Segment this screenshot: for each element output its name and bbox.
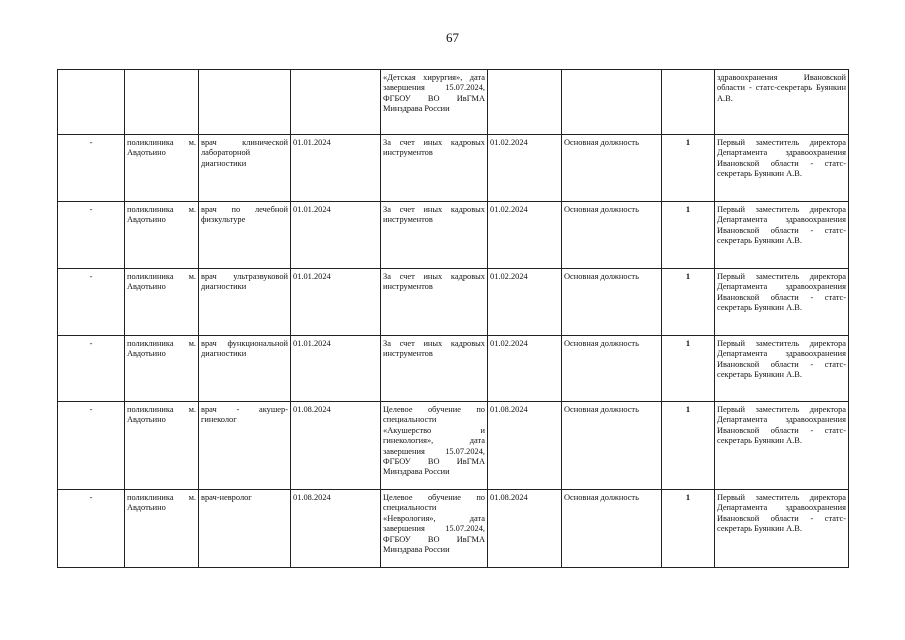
clinic-name-cell — [125, 70, 199, 135]
start-date-cell: 01.08.2024 — [291, 490, 381, 568]
employment-type-cell: Основная должность — [562, 202, 662, 269]
start-date-cell: 01.01.2024 — [291, 269, 381, 336]
headcount-cell: 1 — [662, 402, 715, 490]
clinic-name-cell: поликлиника м. Авдотьино — [125, 490, 199, 568]
position-title-cell: врач-невролог — [199, 490, 291, 568]
row-marker-cell: - — [58, 135, 125, 202]
clinic-name-cell: поликлиника м. Авдотьино — [125, 202, 199, 269]
responsible-person-cell: Первый заместитель директора Департамента здравоохранения Ивановской области - статс-секретарь Буянкин А.В. — [715, 402, 849, 490]
responsible-person-cell: Первый заместитель директора Департамента здравоохранения Ивановской области - статс-секретарь Буянкин А.В. — [715, 202, 849, 269]
table-row — [58, 402, 849, 490]
fill-date-cell: 01.02.2024 — [488, 202, 562, 269]
start-date-cell: 01.01.2024 — [291, 135, 381, 202]
start-date-cell — [291, 70, 381, 135]
position-title-cell: врач функциональной диагностики — [199, 336, 291, 402]
employment-type-cell — [562, 70, 662, 135]
position-title-cell: врач ультразвуковой диагностики — [199, 269, 291, 336]
row-marker-cell: - — [58, 202, 125, 269]
start-date-cell: 01.01.2024 — [291, 202, 381, 269]
responsible-person-cell: Первый заместитель директора Департамента здравоохранения Ивановской области - статс-секретарь Буянкин А.В. — [715, 490, 849, 568]
clinic-name-cell: поликлиника м. Авдотьино — [125, 269, 199, 336]
staffing-table — [57, 69, 849, 568]
responsible-person-cell: Первый заместитель директора Департамента здравоохранения Ивановской области - статс-секретарь Буянкин А.В. — [715, 269, 849, 336]
fill-date-cell — [488, 70, 562, 135]
row-marker-cell — [58, 70, 125, 135]
headcount-cell: 1 — [662, 202, 715, 269]
fill-date-cell: 01.02.2024 — [488, 135, 562, 202]
table-row — [58, 490, 849, 568]
clinic-name-cell: поликлиника м. Авдотьино — [125, 135, 199, 202]
responsible-person-cell: Первый заместитель директора Департамента здравоохранения Ивановской области - статс-секретарь Буянкин А.В. — [715, 135, 849, 202]
table-row — [58, 336, 849, 402]
source-description-cell: За счет иных кадровых инструментов — [381, 135, 488, 202]
table-row — [58, 70, 849, 135]
source-description-cell: За счет иных кадровых инструментов — [381, 202, 488, 269]
row-marker-cell: - — [58, 490, 125, 568]
start-date-cell: 01.08.2024 — [291, 402, 381, 490]
row-marker-cell: - — [58, 402, 125, 490]
source-description-cell: «Детская хирургия», дата завершения 15.07.2024, ФГБОУ ВО ИвГМА Минздрава России — [381, 70, 488, 135]
headcount-cell: 1 — [662, 269, 715, 336]
clinic-name-cell: поликлиника м. Авдотьино — [125, 336, 199, 402]
position-title-cell: врач - акушер-гинеколог — [199, 402, 291, 490]
fill-date-cell: 01.02.2024 — [488, 269, 562, 336]
row-marker-cell: - — [58, 336, 125, 402]
clinic-name-cell: поликлиника м. Авдотьино — [125, 402, 199, 490]
headcount-cell — [662, 70, 715, 135]
employment-type-cell: Основная должность — [562, 135, 662, 202]
employment-type-cell: Основная должность — [562, 402, 662, 490]
position-title-cell: врач по лечебной физкультуре — [199, 202, 291, 269]
fill-date-cell: 01.02.2024 — [488, 336, 562, 402]
source-description-cell: За счет иных кадровых инструментов — [381, 336, 488, 402]
responsible-person-cell: здравоохранения Ивановской области - статс-секретарь Буянкин А.В. — [715, 70, 849, 135]
position-title-cell — [199, 70, 291, 135]
fill-date-cell: 01.08.2024 — [488, 402, 562, 490]
source-description-cell: Целевое обучение по специальности «Акушерство и гинекология», дата завершения 15.07.2024, ФГБОУ ВО ИвГМА Минздрава России — [381, 402, 488, 490]
table-row — [58, 135, 849, 202]
table-body — [58, 70, 849, 568]
page-number: 67 — [446, 30, 459, 45]
headcount-cell: 1 — [662, 336, 715, 402]
employment-type-cell: Основная должность — [562, 336, 662, 402]
start-date-cell: 01.01.2024 — [291, 336, 381, 402]
headcount-cell: 1 — [662, 490, 715, 568]
table-row — [58, 202, 849, 269]
row-marker-cell: - — [58, 269, 125, 336]
source-description-cell: За счет иных кадровых инструментов — [381, 269, 488, 336]
employment-type-cell: Основная должность — [562, 269, 662, 336]
headcount-cell: 1 — [662, 135, 715, 202]
table-row — [58, 269, 849, 336]
source-description-cell: Целевое обучение по специальности «Неврология», дата завершения 15.07.2024, ФГБОУ ВО ИвГМА Минздрава России — [381, 490, 488, 568]
fill-date-cell: 01.08.2024 — [488, 490, 562, 568]
responsible-person-cell: Первый заместитель директора Департамента здравоохранения Ивановской области - статс-секретарь Буянкин А.В. — [715, 336, 849, 402]
employment-type-cell: Основная должность — [562, 490, 662, 568]
position-title-cell: врач клинической лабораторной диагностики — [199, 135, 291, 202]
